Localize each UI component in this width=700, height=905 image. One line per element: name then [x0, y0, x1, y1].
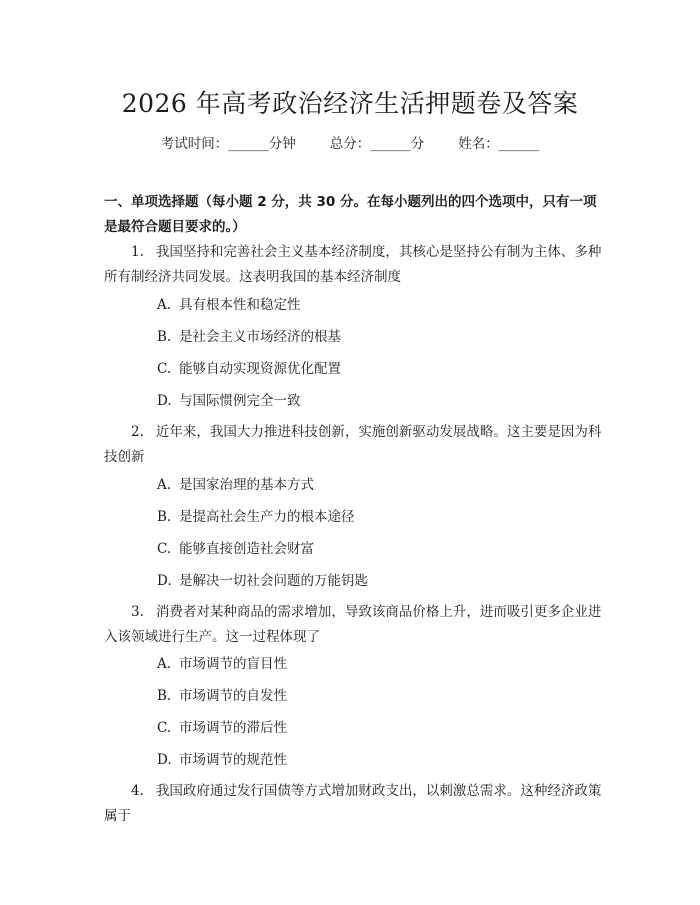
question-1-option-b	[157, 327, 341, 347]
question-text: 消费者对某种商品的需求增加，导致该商品价格上升，进而吸引更多企业进入该领域进行生产。这一过程体现了	[104, 604, 602, 645]
option-letter: B.	[157, 509, 172, 525]
option-letter: A.	[157, 477, 172, 493]
option-text: 能够直接创造社会财富	[179, 541, 314, 557]
question-text: 近年来，我国大力推进科技创新，实施创新驱动发展战略。这主要是因为科技创新	[104, 424, 602, 465]
option-letter: B.	[157, 688, 172, 704]
option-letter: D.	[157, 752, 172, 768]
question-number: 3.	[131, 604, 144, 620]
question-text: 我国政府通过发行国债等方式增加财政支出，以刺激总需求。这种经济政策属于	[104, 783, 602, 824]
option-text: 与国际惯例完全一致	[179, 393, 301, 409]
option-letter: A.	[157, 656, 172, 672]
option-text: 市场调节的规范性	[179, 752, 287, 768]
option-text: 具有根本性和稳定性	[179, 297, 301, 313]
question-2	[104, 420, 604, 470]
option-letter: C.	[157, 361, 172, 377]
question-number: 4.	[131, 783, 144, 799]
question-2-option-b	[157, 507, 355, 527]
option-text: 是国家治理的基本方式	[179, 477, 314, 493]
option-letter: B.	[157, 329, 172, 345]
question-1-option-d	[157, 391, 301, 411]
question-1-option-a	[157, 295, 301, 315]
question-3-option-c	[157, 718, 287, 738]
option-text: 市场调节的盲目性	[179, 656, 287, 672]
student-name-field: 姓名：______	[458, 136, 540, 152]
exam-time-field: 考试时间：______分钟	[160, 136, 296, 152]
question-number: 1.	[131, 244, 144, 260]
exam-meta	[0, 132, 700, 152]
question-2-option-d	[157, 571, 368, 591]
option-text: 是提高社会生产力的根本途径	[179, 509, 355, 525]
question-3	[104, 600, 604, 650]
question-number: 2.	[131, 424, 144, 440]
option-text: 市场调节的自发性	[179, 688, 287, 704]
question-2-option-a	[157, 475, 314, 495]
question-3-option-a	[157, 654, 287, 674]
option-text: 市场调节的滞后性	[179, 720, 287, 736]
question-text: 我国坚持和完善社会主义基本经济制度，其核心是坚持公有制为主体、多种所有制经济共同发展。这表明我国的基本经济制度	[104, 244, 602, 285]
question-3-option-b	[157, 686, 287, 706]
total-score-field: 总分：______分	[329, 136, 425, 152]
question-1-option-c	[157, 359, 341, 379]
section-heading: 一、单项选择题（每小题 2 分，共 30 分。在每小题列出的四个选项中，只有一项是最符合题目要求的。）	[104, 194, 597, 235]
question-1	[104, 240, 604, 290]
option-text: 能够自动实现资源优化配置	[179, 361, 341, 377]
page-title: 2026 年高考政治经济生活押题卷及答案	[121, 89, 579, 118]
question-2-option-c	[157, 539, 314, 559]
option-letter: C.	[157, 541, 172, 557]
option-letter: D.	[157, 573, 172, 589]
option-letter: C.	[157, 720, 172, 736]
option-text: 是解决一切社会问题的万能钥匙	[179, 573, 368, 589]
option-letter: A.	[157, 297, 172, 313]
option-text: 是社会主义市场经济的根基	[179, 329, 341, 345]
question-4	[104, 779, 604, 829]
question-3-option-d	[157, 750, 287, 770]
option-letter: D.	[157, 393, 172, 409]
